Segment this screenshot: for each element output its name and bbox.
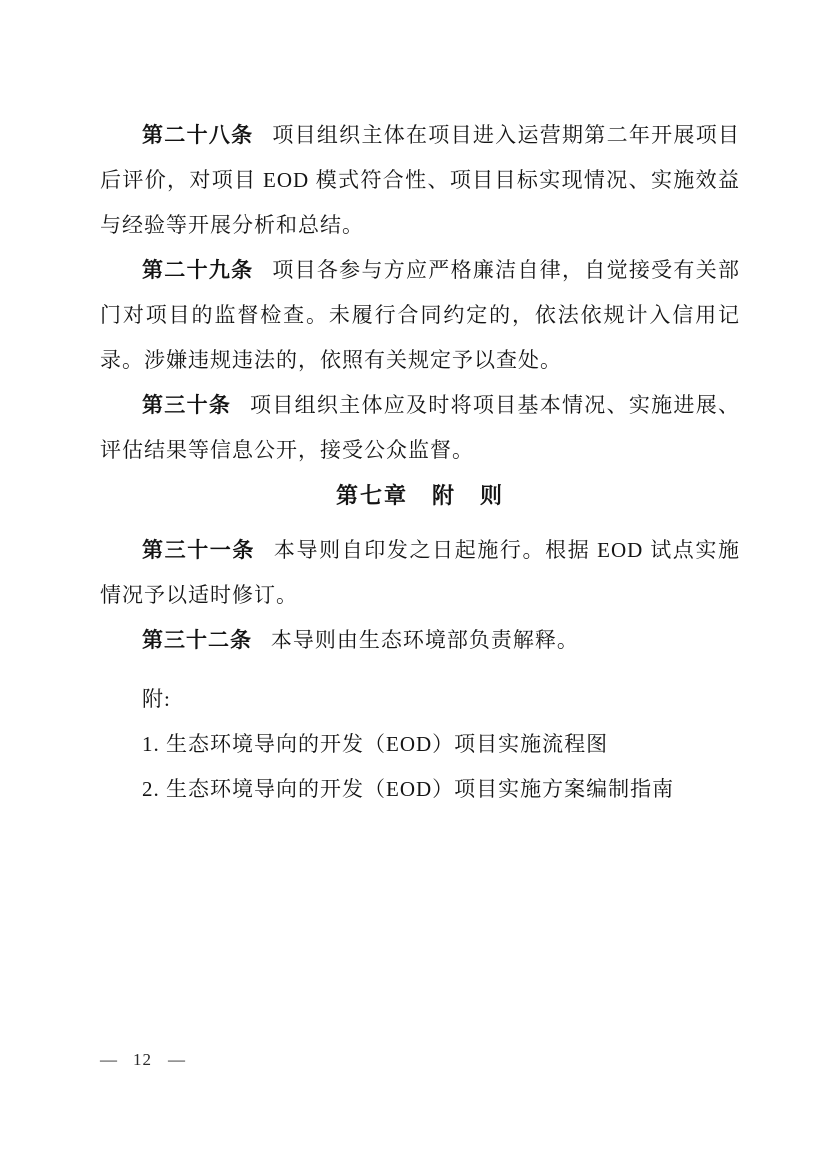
article-number: 第三十条 [142, 393, 232, 417]
article-text: 项目组织主体在项目进入运营期第二年开展项目后评价，对项目 EOD 模式符合性、项目目标实现情况、实施效益与经验等开展分析和总结。 [100, 123, 740, 237]
article-text: 项目组织主体应及时将项目基本情况、实施进展、评估结果等信息公开，接受公众监督。 [100, 393, 741, 462]
page-footer [100, 1048, 185, 1072]
article-number: 第二十九条 [142, 258, 254, 282]
page-number: 12 [133, 1050, 152, 1069]
article-number: 第三十二条 [142, 628, 252, 652]
article-paragraph [100, 248, 740, 383]
article-text: 本导则由生态环境部负责解释。 [270, 628, 579, 652]
attachment-item: 1. 生态环境导向的开发（EOD）项目实施流程图 [142, 732, 609, 756]
article-paragraph [100, 383, 740, 473]
article-text: 项目各参与方应严格廉洁自律，自觉接受有关部门对项目的监督检查。未履行合同约定的，依法依规计入信用记录。涉嫌违规违法的，依照有关规定予以查处。 [100, 258, 740, 372]
article-number: 第三十一条 [142, 538, 256, 562]
footer-dash-left: — [100, 1050, 117, 1069]
attachment-item: 2. 生态环境导向的开发（EOD）项目实施方案编制指南 [142, 777, 675, 801]
article-paragraph [100, 528, 740, 618]
document-body [100, 113, 740, 812]
attachment-label: 附: [142, 687, 171, 711]
article-number: 第二十八条 [142, 123, 254, 147]
article-paragraph [100, 618, 740, 663]
chapter-heading: 第七章 附 则 [335, 483, 504, 508]
attachment-section [100, 677, 740, 812]
footer-dash-right: — [168, 1050, 185, 1069]
article-paragraph [100, 113, 740, 248]
article-text: 本导则自印发之日起施行。根据 EOD 试点实施情况予以适时修订。 [100, 538, 740, 607]
